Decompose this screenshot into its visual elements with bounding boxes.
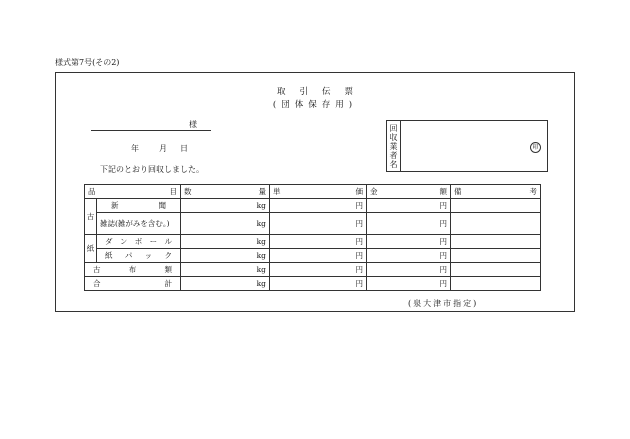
table-row [85,199,541,213]
collector-label [387,121,401,171]
quantity-unit: kg [181,277,270,291]
slip-subtitle: (団体保存用) [272,100,358,110]
collector-label-char: 収 [389,132,398,142]
group-paper-bottom: 紙 [85,235,97,263]
header-item-char: 目 [169,187,177,196]
row-name-char: 類 [164,265,172,274]
remarks-cell[interactable] [451,249,541,263]
row-name-char: ン [119,237,128,246]
table-header-row [85,185,541,199]
collector-label-char: 者 [389,150,398,160]
unit-price-yen: 円 [270,235,367,249]
row-name-char: 古 [93,265,101,274]
quantity-unit: kg [181,213,270,235]
header-amount-char: 金 [370,187,378,196]
group-paper-top: 古 [85,199,97,235]
date-month: 月 [159,144,167,153]
row-name-char: 紙 [105,251,113,260]
header-remarks-char: 備 [454,187,462,196]
table-row [85,249,541,263]
quantity-unit: kg [181,235,270,249]
unit-price-yen: 円 [270,277,367,291]
unit-price-yen: 円 [270,199,367,213]
table-row [85,277,541,291]
row-name-char: ル [164,237,172,246]
row-name: 雑誌(雑がみを含む。) [97,213,181,235]
remarks-cell[interactable] [451,277,541,291]
quantity-unit: kg [181,263,270,277]
slip-title: 取引伝票 [276,87,367,97]
row-name-char: ッ [144,251,153,260]
addressee-suffix: 様 [189,120,197,129]
header-unit-price-char: 価 [355,187,363,196]
remarks-cell[interactable] [451,213,541,235]
remarks-cell[interactable] [451,199,541,213]
header-remarks-char: 考 [529,187,537,196]
form-number: 様式第7号(その2) [55,58,120,67]
unit-price-yen: 円 [270,263,367,277]
header-quantity-char: 数 [184,187,192,196]
amount-yen: 円 [367,263,451,277]
date-year: 年 [131,144,139,153]
amount-yen: 円 [367,213,451,235]
row-name-char: 計 [164,279,172,288]
table-row [85,213,541,235]
header-unit-price-char: 単 [273,187,281,196]
remarks-cell[interactable] [451,263,541,277]
row-name-char: 聞 [158,201,166,210]
amount-yen: 円 [367,249,451,263]
quantity-unit: kg [181,199,270,213]
row-name-char: 布 [128,265,137,274]
designation-note: (泉大津市指定) [408,299,479,308]
header-amount-char: 額 [439,187,447,196]
remarks-cell[interactable] [451,235,541,249]
row-name-char: パ [124,251,133,260]
row-name-char: ー [149,237,158,246]
row-name-char: 新 [111,201,119,210]
table-row [85,235,541,249]
row-name-char: 合 [93,279,101,288]
row-name-char: ダ [105,237,113,246]
amount-yen: 円 [367,277,451,291]
table-row [85,263,541,277]
unit-price-yen: 円 [270,213,367,235]
collector-label-char: 名 [389,159,398,169]
items-table [84,184,541,291]
header-quantity-char: 量 [258,187,266,196]
unit-price-yen: 円 [270,249,367,263]
collector-label-char: 業 [389,141,398,151]
amount-yen: 円 [367,199,451,213]
seal-mark: 印 [530,142,541,153]
quantity-unit: kg [181,249,270,263]
row-name-char: ボ [134,237,143,246]
collection-note: 下記のとおり回収しました。 [100,165,204,174]
collector-box [386,120,548,172]
collector-label-char: 回 [389,123,398,133]
header-item-char: 品 [88,187,96,196]
slip-frame [55,72,575,312]
amount-yen: 円 [367,235,451,249]
date-day: 日 [180,144,188,153]
row-name-char: ク [164,251,172,260]
